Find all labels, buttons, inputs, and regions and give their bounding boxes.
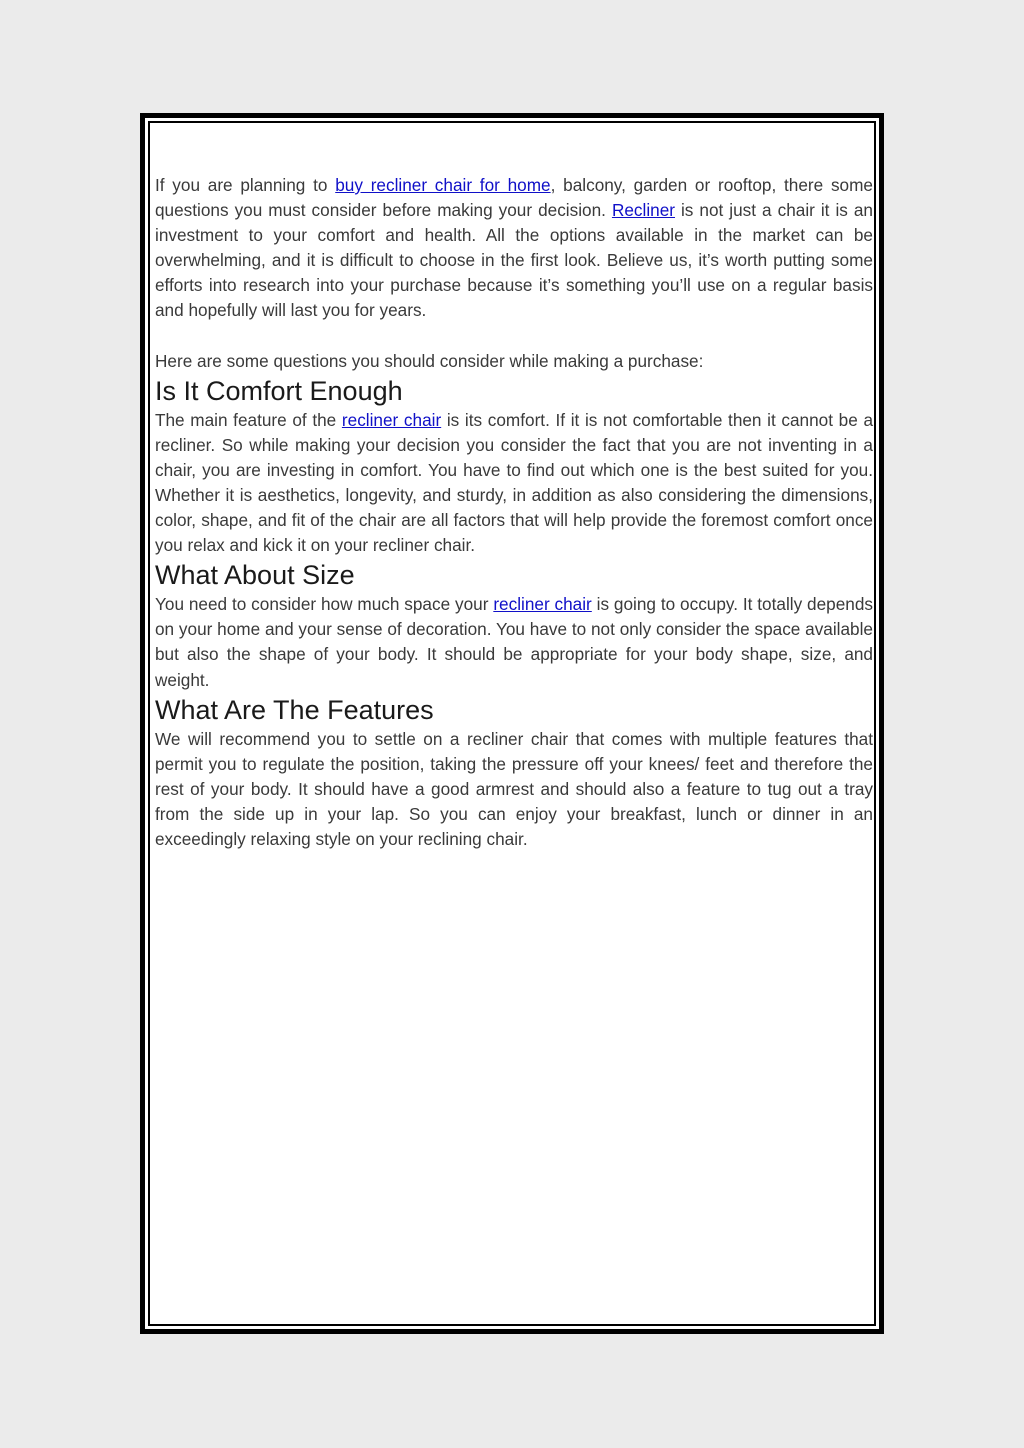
intro-questions-paragraph: Here are some questions you should consider while making a purchase: bbox=[155, 350, 704, 371]
comfort-text-start: The main feature of the bbox=[155, 409, 342, 430]
document-content bbox=[155, 172, 873, 852]
recliner-chair-link-size[interactable]: recliner chair bbox=[493, 594, 592, 615]
intro-text-end: is not just a chair it is an investment to your comfort and health. All the options available in the market can be overwhelming, and it is difficult to choose in the first look. Believe us, it’s worth putting some efforts into research into your purchase because it’s something you’ll use on a regular basis and hopefully will last you for years. bbox=[155, 200, 873, 321]
section-heading-size: What About Size bbox=[155, 560, 355, 591]
section-body-comfort bbox=[155, 408, 873, 559]
intro-text-start: If you are planning to bbox=[155, 175, 336, 195]
section-heading-comfort: Is It Comfort Enough bbox=[155, 375, 403, 406]
size-text-start: You need to consider how much space your bbox=[155, 594, 494, 615]
intro-paragraph bbox=[155, 173, 873, 324]
section-body-features: We will recommend you to settle on a recliner chair that comes with multiple features that permit you to regulate the position, taking the pressure off your knees/ feet and therefore the rest of your body. It should have a good armrest and should also a feature to tug out a tray from the side up in your lap. So you can enjoy your breakfast, lunch or dinner in an exceedingly relaxing style on your reclining chair. bbox=[155, 728, 873, 849]
buy-recliner-chair-link[interactable]: buy recliner chair for home bbox=[335, 175, 551, 195]
comfort-text-end: is its comfort. If it is not comfortable then it cannot be a recliner. So while making your decision you consider the fact that you are not inventing in a chair, you are investing in comfort. You have to find out which one is the best suited for you. Whether it is aesthetics, longevity, and sturdy, in addition as also considering the dimensions, color, shape, and fit of the chair are all factors that will help provide the foremost comfort once you relax and kick it on your recliner chair. bbox=[155, 409, 873, 556]
size-text-end: is going to occupy. It totally depends on your home and your sense of decoration. You have to not only consider the space available but also the shape of your body. It should be appropriate for your body shape, size, and weight. bbox=[155, 594, 873, 690]
section-body-size bbox=[155, 592, 873, 692]
recliner-link[interactable]: Recliner bbox=[611, 200, 675, 221]
intro-text-middle: , balcony, garden or rooftop, there some questions you must consider before making your decision. bbox=[155, 175, 873, 221]
section-heading-features: What Are The Features bbox=[155, 694, 434, 725]
recliner-chair-link-comfort[interactable]: recliner chair bbox=[341, 409, 442, 430]
